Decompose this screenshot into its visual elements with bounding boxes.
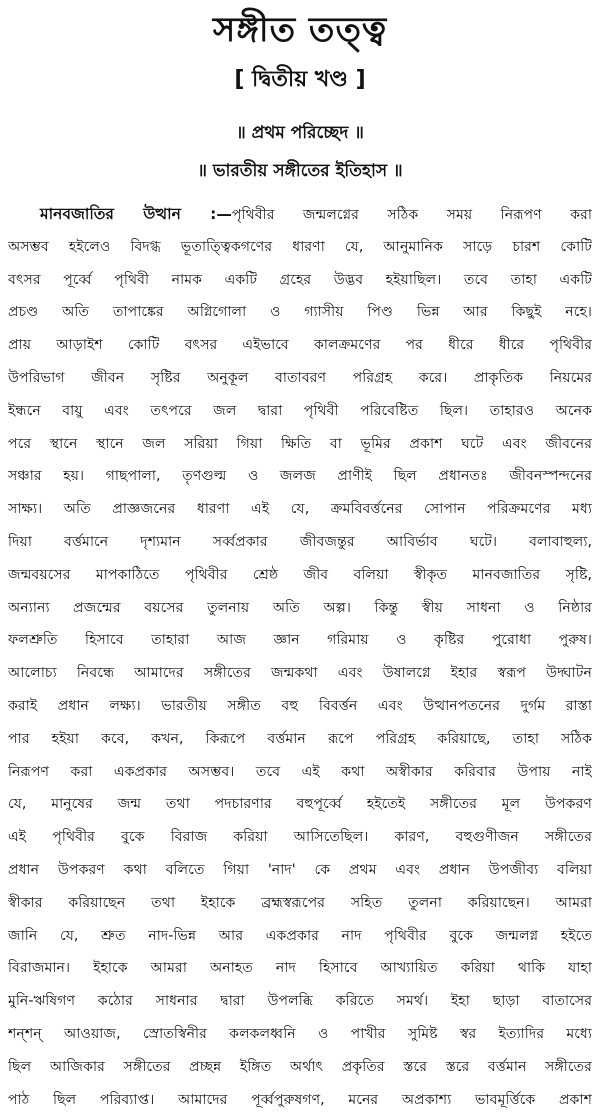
body-text [8, 198, 592, 1116]
text-line: পার হইয়া কবে, কখন, কিরূপে বর্ত্তমান রূপে পরিগ্রহ করিয়াছে, তাহা সঠিক [8, 730, 592, 747]
text-line: প্রধান উপকরণ কথা বলিতে গিয়া 'নাদ' কে প্রথম এবং প্রধান উপজীব্য বলিয়া [8, 861, 592, 878]
text-line: দিয়া বর্ত্তমানে দৃশ্যমান সর্ব্বপ্রকার জীবজন্তুর আবির্ভাব ঘটে। বলাবাহুল্য, [8, 533, 592, 550]
text-line: নিরূপণ করা একপ্রকার অসম্ভব। তবে এই কথা অস্বীকার করিবার উপায় নাই [8, 763, 592, 780]
text-line: স্বীকার করিয়াছেন তথা ইহাকে ব্রহ্মস্বরূপের সহিত তুলনা করিয়াছেন। আমরা [8, 894, 592, 911]
text-line: অসম্ভব হইলেও বিদগ্ধ ভূতাত্ত্বিকগণের ধারণা যে, আনুমানিক সাড়ে চারশ কোটি [8, 238, 592, 255]
text-line: মুনি-ঋষিগণ কঠোর সাধনার দ্বারা উপলব্ধি করিতে সমর্থ। ইহা ছাড়া বাতাসের [8, 993, 592, 1010]
section-title: ॥ ভারতীয় সঙ্গীতের ইতিহাস ॥ [197, 161, 403, 181]
text-line: বৎসর পূর্ব্বে পৃথিবী নামক একটি গ্রহের উদ্ভব হইয়াছিল। তবে তাহা একটি [8, 271, 592, 288]
text-line [8, 198, 592, 231]
text-line-content: পৃথিবীর জন্মলগ্নের সঠিক সময় নিরূপণ করা [231, 207, 592, 223]
text-line: প্রচণ্ড অতি তাপাঙ্কের অগ্নিগোলা ও গ্যাসীয় পিণ্ড ভিন্ন আর কিছুই নহে। [8, 304, 592, 321]
text-line: সঞ্চার হয়। গাছপালা, তৃণগুল্ম ও জলজ প্রাণীই ছিল প্রধানতঃ জীবনস্পন্দনের [8, 468, 592, 485]
text-line: জানি যে, শ্রুত নাদ-ভিন্ন আর একপ্রকার নাদ পৃথিবীর বুকে জন্মলগ্ন হইতে [8, 927, 592, 944]
text-line: জন্মবয়সের মাপকাঠিতে পৃথিবীর শ্রেষ্ঠ জীব বলিয়া স্বীকৃত মানবজাতির সৃষ্টি, [8, 566, 592, 583]
text-line: আলোচ্য নিবন্ধে আমাদের সঙ্গীতের জন্মকথা এবং উষালগ্নে ইহার স্বরূপ উদ্ঘাটন [8, 665, 592, 682]
text-line: প্রায় আড়াইশ কোটি বৎসর এইভাবে কালক্রমণের পর ধীরে ধীরে পৃথিবীর [8, 337, 592, 354]
text-line: ফলশ্রুতি হিসাবে তাহারা আজ জ্ঞান গরিমায় ও কৃষ্টির পুরোধা পুরুষ। [8, 632, 592, 649]
text-line: শন্‌শন্ আওয়াজ, স্রোতস্বিনীর কলকলধ্বনি ও পাখীর সুমিষ্ট স্বর ইত্যাদির মধ্যে [8, 1025, 592, 1042]
text-line: পাঠ ছিল পরিব্যাপ্ত। আমাদের পূর্ব্বপুরুষগণ, মনের অপ্রকাশ্য ভাবমূর্ত্তিকে প্রকাশ [8, 1091, 592, 1108]
text-line: সাক্ষ্য। অতি প্রাজ্ঞজনের ধারণা এই যে, ক্রমবিবর্ত্তনের সোপান পরিক্রমণের মধ্য [8, 501, 592, 518]
text-line: করাই প্রধান লক্ষ্য। ভারতীয় সঙ্গীত বহু বিবর্ত্তন এবং উত্থানপতনের দুর্গম রাস্তা [8, 697, 592, 714]
text-line: এই পৃথিবীর বুকে বিরাজ করিয়া আসিতেছিল। কারণ, বহুগুণীজন সঙ্গীতের [8, 829, 592, 846]
text-line: ছিল আজিকার সঙ্গীতের প্রচ্ছন্ন ইঙ্গিত অর্থাৎ প্রকৃতির স্তরে স্তরে বর্ত্তমান সঙ্গীতের [8, 1058, 592, 1075]
text-line: উপরিভাগ জীবন সৃষ্টির অনুকূল বাতাবরণ পরিগ্রহ করে। প্রাকৃতিক নিয়মের [8, 369, 592, 386]
part-title: [ দ্বিতীয় খণ্ড ] [234, 67, 366, 92]
text-line: ইন্ধনে বায়ু এবং তৎপরে জল দ্বারা পৃথিবী পরিবেষ্টিত ছিল। তাহারও অনেক [8, 402, 592, 419]
lead-heading: মানবজাতির উত্থান :— [40, 205, 232, 223]
text-line: বিরাজমান। ইহাকে আমরা অনাহত নাদ হিসাবে আখ্যায়িত করিয়া থাকি যাহা [8, 960, 592, 977]
text-line: যে, মানুষের জন্ম তথা পদচারণার বহুপূর্ব্বে হইতেই সঙ্গীতের মূল উপকরণ [8, 796, 592, 813]
chapter-title: ॥ প্রথম পরিচ্ছেদ ॥ [236, 123, 364, 143]
book-title: সঙ্গীত তত্ত্ব [212, 10, 388, 50]
text-line: পরে স্থানে স্থানে জল সরিয়া গিয়া ক্ষিতি বা ভূমির প্রকাশ ঘটে এবং জীবনের [8, 435, 592, 452]
text-line: অন্যান্য প্রজন্মের বয়সের তুলনায় অতি অল্প। কিন্তু স্বীয় সাধনা ও নিষ্ঠার [8, 599, 592, 616]
